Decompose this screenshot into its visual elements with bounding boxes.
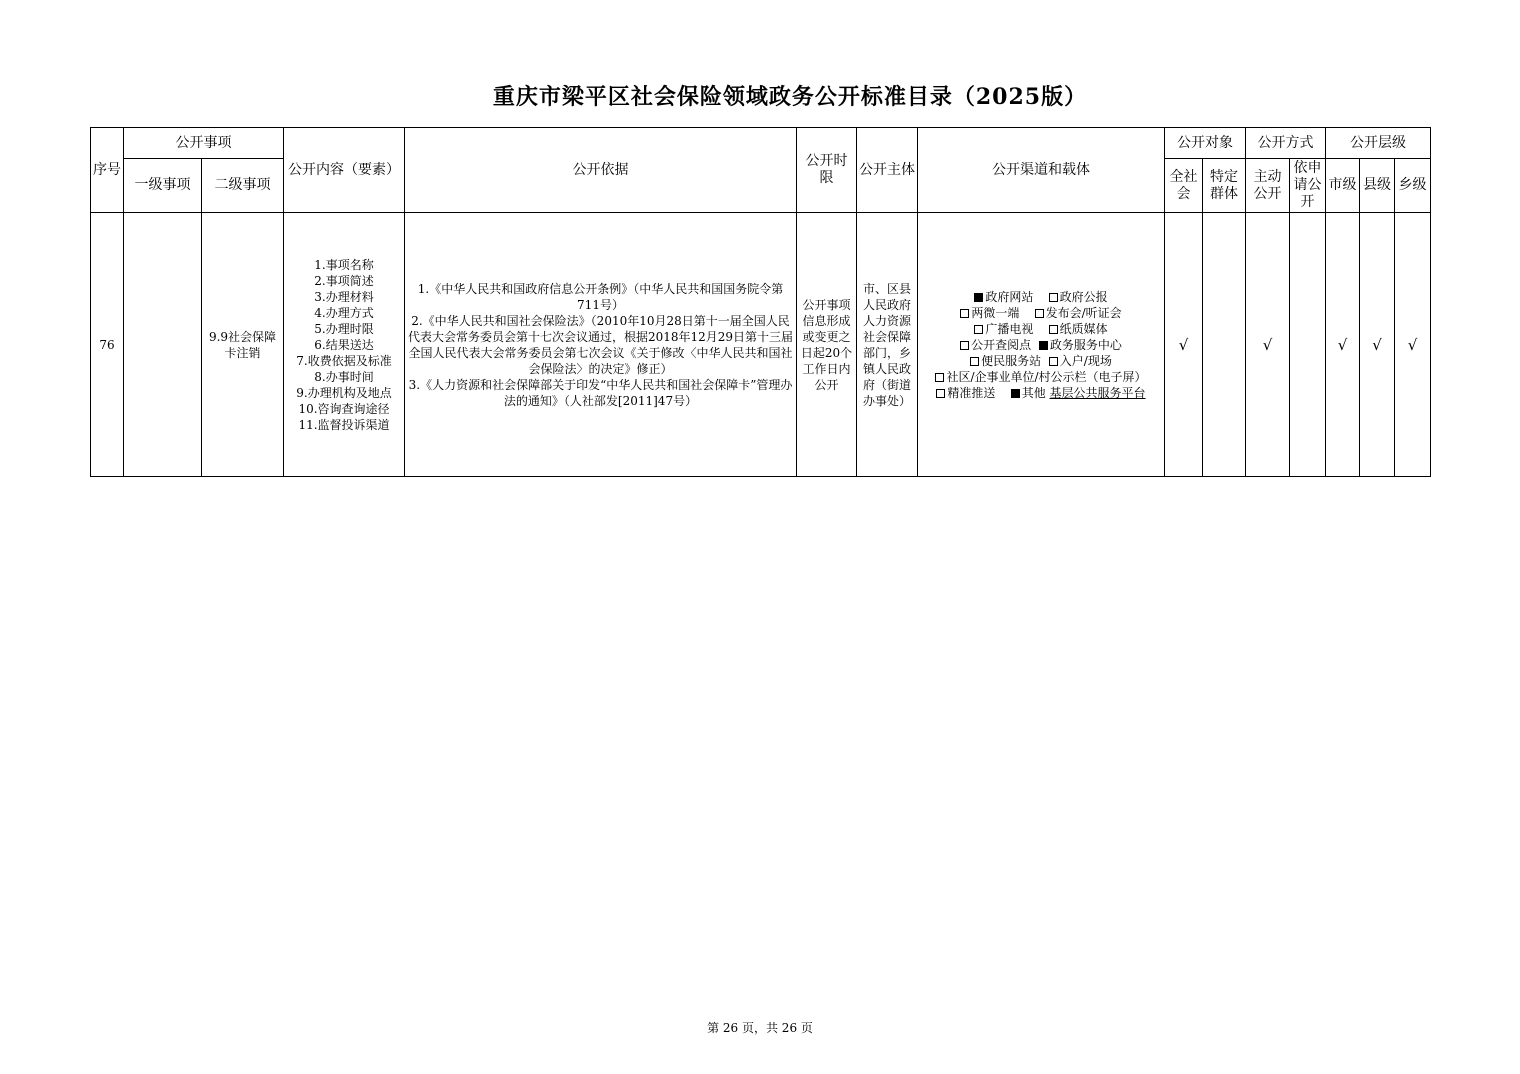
- checked-box-icon: [974, 293, 983, 302]
- header-mode-request: 依申请公开: [1290, 159, 1326, 213]
- row-audience-specific: [1203, 213, 1246, 477]
- content-item: 6.结果送达: [314, 337, 374, 352]
- unchecked-box-icon: [960, 341, 969, 350]
- channel-door: 入户/现场: [1049, 354, 1112, 368]
- row-subject: 市、区县人民政府人力资源社会保障部门，乡镇人民政府（街道办事处）: [857, 213, 918, 477]
- table-row: [91, 213, 1431, 477]
- channel-row: [920, 321, 1162, 337]
- header-basis: 公开依据: [405, 128, 797, 213]
- channel-two-micro: 两微一端: [960, 306, 1019, 320]
- checked-box-icon: [1011, 389, 1020, 398]
- channel-other-value: 基层公共服务平台: [1049, 385, 1146, 400]
- content-item: 8.办事时间: [314, 369, 374, 384]
- row-content-cell: [284, 213, 405, 477]
- channel-gov-gazette: 政府公报: [1049, 290, 1108, 304]
- channel-gov-website: 政府网站: [974, 290, 1033, 304]
- checked-box-icon: [1039, 341, 1048, 350]
- channel-other: 其他: [1011, 386, 1046, 400]
- content-item: 9.办理机构及地点: [296, 385, 392, 400]
- row-level-city: √: [1326, 213, 1360, 477]
- unchecked-box-icon: [1035, 309, 1044, 318]
- content-item: 7.收费依据及标准: [296, 353, 392, 368]
- row-seq: 76: [91, 213, 124, 477]
- page-footer: 第 26 页，共 26 页: [707, 1021, 813, 1035]
- channel-bulletin: 社区/企事业单位/村公示栏（电子屏）: [935, 370, 1146, 384]
- page-title: 重庆市梁平区社会保险领域政务公开标准目录（2025版）: [492, 84, 1088, 110]
- unchecked-box-icon: [1049, 357, 1058, 366]
- row-mode-request: [1290, 213, 1326, 477]
- unchecked-box-icon: [935, 373, 944, 382]
- header-level-county: 县级: [1360, 159, 1395, 213]
- channel-row: [920, 289, 1162, 305]
- header-mode-group: 公开方式: [1246, 128, 1326, 159]
- header-mode-active: 主动公开: [1246, 159, 1290, 213]
- row-level-county: √: [1360, 213, 1395, 477]
- content-item: 10.咨询查询途径: [298, 401, 390, 416]
- unchecked-box-icon: [960, 309, 969, 318]
- row-audience-all: √: [1165, 213, 1203, 477]
- header-time-limit: 公开时限: [797, 128, 857, 213]
- content-item: 1.事项名称: [314, 257, 374, 272]
- header-seq: 序号: [91, 128, 124, 213]
- channel-reading-point: 公开查阅点: [960, 338, 1031, 352]
- channel-service-station: 便民服务站: [970, 354, 1041, 368]
- row-level2: 9.9社会保障卡注销: [202, 213, 284, 477]
- channel-row: [920, 385, 1162, 401]
- unchecked-box-icon: [974, 325, 983, 334]
- header-row-1: [91, 128, 1431, 159]
- row-level-town: √: [1395, 213, 1431, 477]
- channel-radio-tv: 广播电视: [974, 322, 1033, 336]
- header-audience-specific: 特定群体: [1203, 159, 1246, 213]
- header-content: 公开内容（要素）: [284, 128, 405, 213]
- unchecked-box-icon: [936, 389, 945, 398]
- channel-push: 精准推送: [936, 386, 995, 400]
- content-item: 4.办理方式: [314, 305, 374, 320]
- unchecked-box-icon: [1049, 293, 1058, 302]
- header-subject: 公开主体: [857, 128, 918, 213]
- content-item: 5.办理时限: [314, 321, 374, 336]
- content-item: 2.事项简述: [314, 273, 374, 288]
- row-basis-cell: [405, 213, 797, 477]
- header-item-group: 公开事项: [124, 128, 284, 159]
- basis-item: 3.《人力资源和社会保障部关于印发“中华人民共和国社会保障卡”管理办法的通知》（人社部发[2011]47号）: [408, 377, 793, 408]
- unchecked-box-icon: [970, 357, 979, 366]
- row-mode-active: √: [1246, 213, 1290, 477]
- content-list: [286, 257, 402, 433]
- row-channels-cell: [918, 213, 1165, 477]
- channel-row: [920, 353, 1162, 369]
- content-item: 11.监督投诉渠道: [298, 417, 390, 432]
- header-channels: 公开渠道和载体: [918, 128, 1165, 213]
- catalog-table: [90, 127, 1431, 477]
- channel-row: [920, 337, 1162, 353]
- header-level-city: 市级: [1326, 159, 1360, 213]
- basis-item: 1.《中华人民共和国政府信息公开条例》（中华人民共和国国务院令第711号）: [417, 281, 784, 312]
- header-audience-all: 全社会: [1165, 159, 1203, 213]
- channel-row: [920, 369, 1162, 385]
- unchecked-box-icon: [1049, 325, 1058, 334]
- header-level-group: 公开层级: [1326, 128, 1431, 159]
- header-level2: 二级事项: [202, 159, 284, 213]
- header-level1: 一级事项: [124, 159, 202, 213]
- header-level-town: 乡级: [1395, 159, 1431, 213]
- channel-paper: 纸质媒体: [1049, 322, 1108, 336]
- channel-service-center: 政务服务中心: [1039, 338, 1122, 352]
- row-level1: [124, 213, 202, 477]
- channel-press: 发布会/听证会: [1035, 306, 1122, 320]
- row-time-limit: 公开事项信息形成或变更之日起20个工作日内公开: [797, 213, 857, 477]
- channel-row: [920, 305, 1162, 321]
- content-item: 3.办理材料: [314, 289, 374, 304]
- header-audience-group: 公开对象: [1165, 128, 1246, 159]
- basis-item: 2.《中华人民共和国社会保险法》（2010年10月28日第十一届全国人民代表大会常务委员会第十七次会议通过，根据2018年12月29日第十三届全国人民代表大会常务委员会第七次会议《关于修改〈中华人民共和国社会保险法〉的决定》修正）: [407, 313, 794, 376]
